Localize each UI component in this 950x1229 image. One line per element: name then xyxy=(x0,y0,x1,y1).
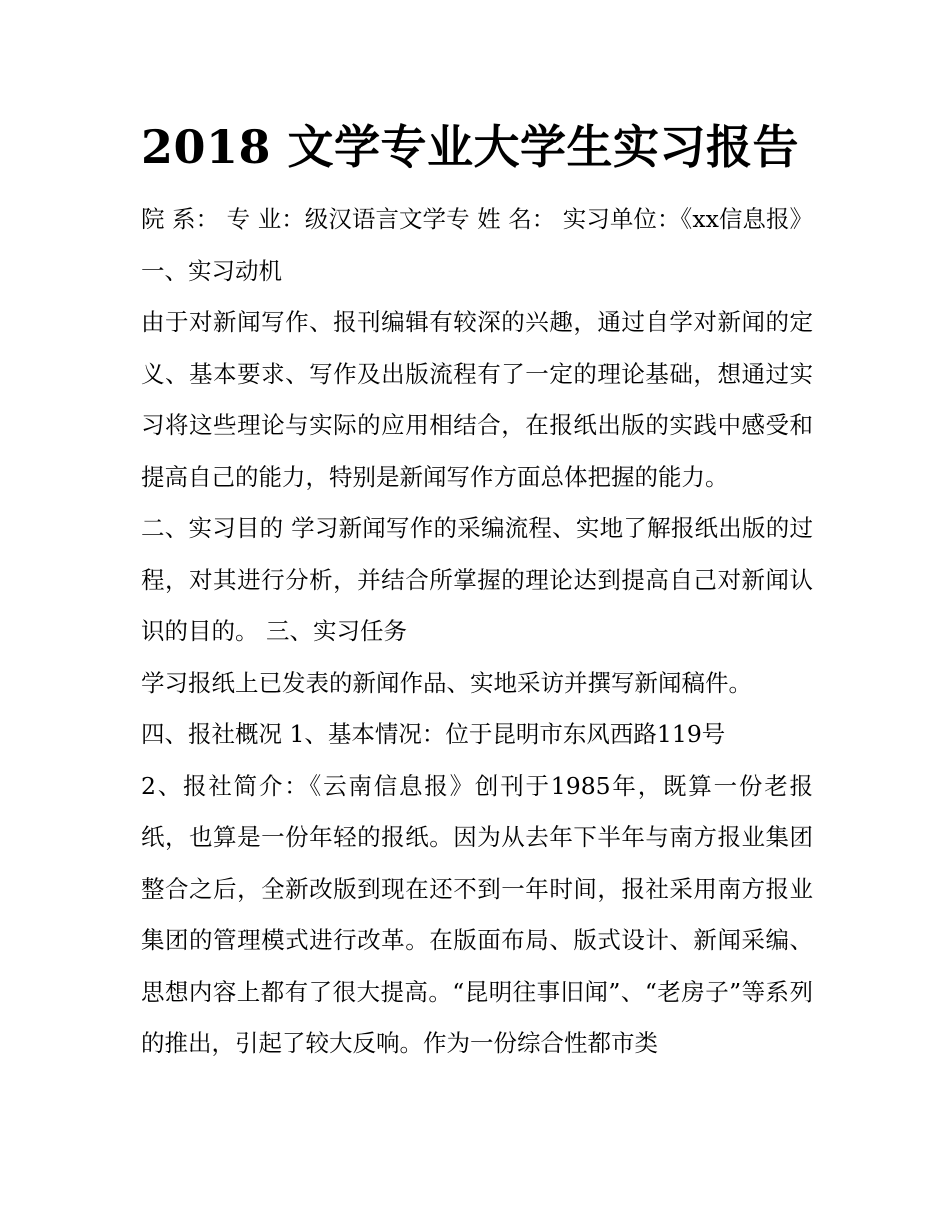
paragraph-list xyxy=(141,194,813,1070)
paragraph-task: 学习报纸上已发表的新闻作品、实地采访并撰写新闻稿件。 xyxy=(141,668,752,697)
document-body xyxy=(141,112,813,1070)
document-title: 2018 文学专业大学生实习报告 xyxy=(141,120,800,174)
paragraph-header-info: 院 系： 专 业：级汉语言文学专 姓 名： 实习单位：《xx信息报》 一、实习动机 xyxy=(141,205,813,285)
paragraph-overview: 四、报社概况 1、基本情况：位于昆明市东风西路119号 xyxy=(141,720,726,748)
paragraph-introduction: 2、报社简介：《云南信息报》创刊于1985年，既算一份老报纸，也算是一份年轻的报纸。因为从去年下半年与南方报业集团整合之后，全新改版到现在还不到一年时间，报社采用南方报业集团的管理模式进行改革。在版面布局、版式设计、新闻采编、思想内容上都有了很大提高。“昆明往事旧闻”、“老房子”等系列的推出，引起了较大反响。作为一份综合性都市类 xyxy=(141,771,813,1057)
paragraph-motivation: 由于对新闻写作、报刊编辑有较深的兴趣，通过自学对新闻的定义、基本要求、写作及出版流程有了一定的理论基础，想通过实习将这些理论与实际的应用相结合，在报纸出版的实践中感受和提高自己的能力，特别是新闻写作方面总体把握的能力。 xyxy=(141,308,813,491)
paragraph-purpose: 二、实习目的 学习新闻写作的采编流程、实地了解报纸出版的过程，对其进行分析，并结合所掌握的理论达到提高自己对新闻认识的目的。 三、实习任务 xyxy=(141,514,813,645)
